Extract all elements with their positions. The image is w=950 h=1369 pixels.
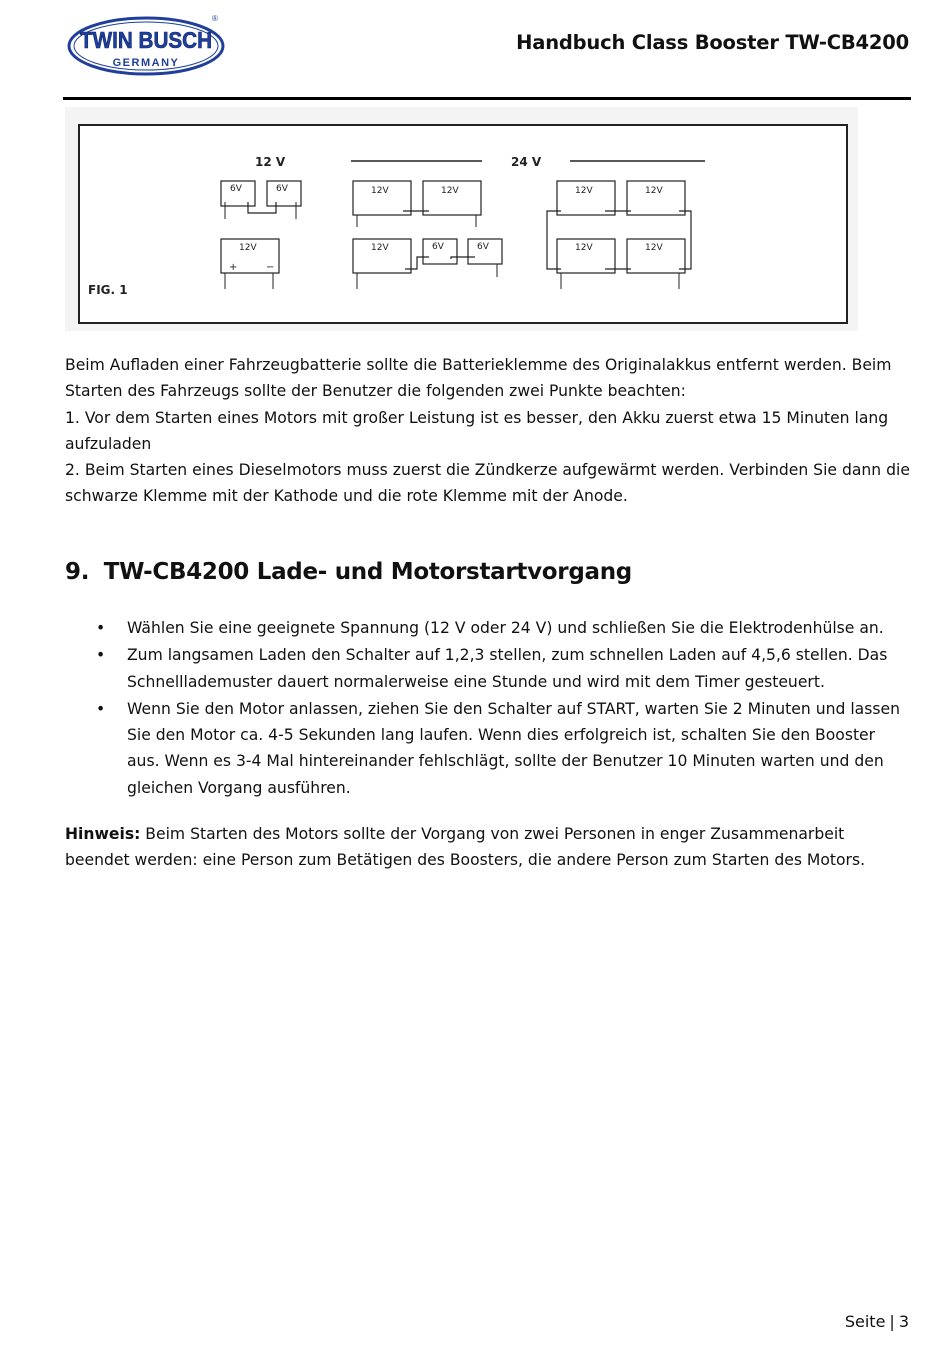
- registered-mark: ®: [212, 14, 218, 23]
- bat-12v-i: 12V: [645, 243, 663, 253]
- label-24v: 24 V: [511, 155, 542, 169]
- bat-12v-single: 12V: [239, 243, 257, 253]
- header-rule: [63, 97, 911, 100]
- figure-label: FIG. 1: [88, 283, 128, 297]
- bat-12v-f: 12V: [575, 186, 593, 196]
- list-item: [65, 696, 910, 801]
- page-number: 3: [898, 1312, 909, 1331]
- bat-12v-d: 12V: [441, 186, 459, 196]
- bullet-icon: •: [96, 619, 106, 637]
- bat-12v-e: 12V: [371, 243, 389, 253]
- bat-6v-b: 6V: [276, 184, 288, 194]
- list-item-text: Zum langsamen Laden den Schalter auf 1,2,3 stellen, zum schnellen Laden auf 4,5,6 stellen. Das Schnelllademuster dauert normalerweise eine Stunde und wird mit dem Timer gesteuert.: [127, 646, 888, 691]
- logo-sub: GERMANY: [112, 57, 180, 69]
- instruction-list: [65, 615, 910, 802]
- list-item-text: Wenn Sie den Motor anlassen, ziehen Sie den Schalter auf START, warten Sie 2 Minuten und lassen Sie den Motor ca. 4-5 Sekunden lang laufen. Wenn dies erfolgreich ist, schalten Sie den Booster aus. Wenn es 3-4 Mal hintereinander fehlschlägt, sollte der Benutzer 10 Minuten warten und den gleichen Vorgang ausführen.: [127, 699, 900, 797]
- bullet-icon: •: [96, 699, 106, 718]
- page-label: Seite: [844, 1312, 886, 1331]
- section-title: TW-CB4200 Lade- und Motorstartvorgang: [103, 559, 632, 585]
- bat-6v-c: 6V: [432, 242, 444, 252]
- section-heading: [65, 559, 632, 585]
- intro-point-1: 1. Vor dem Starten eines Motors mit großer Leistung ist es besser, den Akku zuerst etwa 15 Minuten lang aufzuladen: [65, 408, 889, 453]
- battery-wiring-figure: [65, 107, 858, 331]
- bat-6v-d: 6V: [477, 242, 489, 252]
- list-item: [65, 615, 910, 641]
- twin-busch-logo: [66, 12, 228, 76]
- intro-point-2: 2. Beim Starten eines Dieselmotors muss zuerst die Zündkerze aufgewärmt werden. Verbinden Sie dann die schwarze Klemme mit der Kathode und die rote Klemme mit der Anode.: [65, 461, 910, 506]
- list-item-text: Wählen Sie eine geeignete Spannung (12 V oder 24 V) und schließen Sie die Elektrodenhülse an.: [127, 619, 884, 637]
- bat-12v-g: 12V: [645, 186, 663, 196]
- note-paragraph: [65, 821, 910, 874]
- page-separator: |: [889, 1312, 895, 1331]
- section-number: 9.: [65, 559, 90, 585]
- intro-text: [65, 352, 910, 510]
- page-footer: [845, 1312, 909, 1331]
- bat-12v-h: 12V: [575, 243, 593, 253]
- bullet-icon: •: [96, 646, 106, 665]
- note-text: Beim Starten des Motors sollte der Vorgang von zwei Personen in enger Zusammenarbeit beendet werden: eine Person zum Betätigen des Boosters, die andere Person zum Starten des Motors.: [65, 825, 866, 870]
- minus-single: −: [266, 262, 275, 273]
- bat-6v-a: 6V: [230, 184, 242, 194]
- bat-12v-c: 12V: [371, 186, 389, 196]
- note-label: Hinweis:: [65, 825, 141, 843]
- intro-paragraph: Beim Aufladen einer Fahrzeugbatterie sollte die Batterieklemme des Originalakkus entfernt werden. Beim Starten des Fahrzeugs sollte der Benutzer die folgenden zwei Punkte beachten:: [65, 356, 892, 401]
- plus-single: +: [229, 262, 238, 273]
- document-title: Handbuch Class Booster TW-CB4200: [516, 31, 909, 54]
- list-item: [65, 642, 910, 695]
- label-12v: 12 V: [255, 155, 286, 169]
- logo-brand: TWIN BUSCH: [80, 27, 212, 53]
